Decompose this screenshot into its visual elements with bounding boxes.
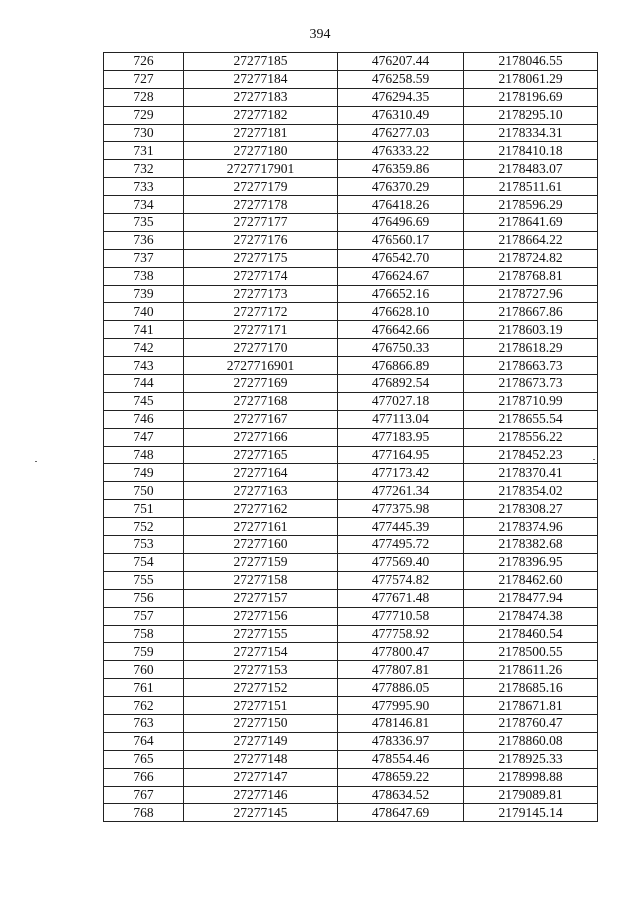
- x-coordinate-cell: 478336.97: [338, 732, 464, 750]
- table-row: [104, 410, 598, 428]
- y-coordinate-cell: 2178603.19: [464, 321, 598, 339]
- y-coordinate-cell: 2178308.27: [464, 500, 598, 518]
- y-coordinate-cell: 2178673.73: [464, 375, 598, 393]
- point-number-cell: 759: [104, 643, 184, 661]
- point-number-cell: 753: [104, 536, 184, 554]
- table-row: [104, 571, 598, 589]
- x-coordinate-cell: 477261.34: [338, 482, 464, 500]
- point-id-cell: 27277167: [184, 410, 338, 428]
- table-row: [104, 697, 598, 715]
- y-coordinate-cell: 2178925.33: [464, 750, 598, 768]
- table-row: [104, 357, 598, 375]
- x-coordinate-cell: 476642.66: [338, 321, 464, 339]
- y-coordinate-cell: 2178596.29: [464, 196, 598, 214]
- y-coordinate-cell: 2179089.81: [464, 786, 598, 804]
- point-number-cell: 731: [104, 142, 184, 160]
- x-coordinate-cell: 478146.81: [338, 714, 464, 732]
- point-number-cell: 732: [104, 160, 184, 178]
- x-coordinate-cell: 477375.98: [338, 500, 464, 518]
- table-row: [104, 303, 598, 321]
- point-number-cell: 768: [104, 804, 184, 822]
- x-coordinate-cell: 476892.54: [338, 375, 464, 393]
- y-coordinate-cell: 2178474.38: [464, 607, 598, 625]
- point-number-cell: 736: [104, 231, 184, 249]
- point-number-cell: 752: [104, 518, 184, 536]
- y-coordinate-cell: 2178710.99: [464, 392, 598, 410]
- coordinates-table: [103, 52, 598, 822]
- y-coordinate-cell: 2178452.23: [464, 446, 598, 464]
- table-row: [104, 88, 598, 106]
- y-coordinate-cell: 2178727.96: [464, 285, 598, 303]
- table-row: [104, 321, 598, 339]
- x-coordinate-cell: 477027.18: [338, 392, 464, 410]
- point-id-cell: 27277171: [184, 321, 338, 339]
- point-number-cell: 738: [104, 267, 184, 285]
- table-row: [104, 589, 598, 607]
- table-row: [104, 518, 598, 536]
- y-coordinate-cell: 2178663.73: [464, 357, 598, 375]
- point-id-cell: 2727716901: [184, 357, 338, 375]
- y-coordinate-cell: 2178061.29: [464, 70, 598, 88]
- y-coordinate-cell: 2178664.22: [464, 231, 598, 249]
- x-coordinate-cell: 478634.52: [338, 786, 464, 804]
- table-row: [104, 500, 598, 518]
- y-coordinate-cell: 2178556.22: [464, 428, 598, 446]
- y-coordinate-cell: 2178511.61: [464, 178, 598, 196]
- x-coordinate-cell: 477758.92: [338, 625, 464, 643]
- x-coordinate-cell: 476560.17: [338, 231, 464, 249]
- table-row: [104, 428, 598, 446]
- point-number-cell: 765: [104, 750, 184, 768]
- point-id-cell: 27277152: [184, 679, 338, 697]
- table-row: [104, 607, 598, 625]
- table-row: [104, 285, 598, 303]
- point-number-cell: 755: [104, 571, 184, 589]
- table-row: [104, 249, 598, 267]
- y-coordinate-cell: 2178671.81: [464, 697, 598, 715]
- x-coordinate-cell: 477183.95: [338, 428, 464, 446]
- point-number-cell: 749: [104, 464, 184, 482]
- point-id-cell: 27277178: [184, 196, 338, 214]
- point-id-cell: 27277182: [184, 106, 338, 124]
- point-id-cell: 27277168: [184, 392, 338, 410]
- point-number-cell: 737: [104, 249, 184, 267]
- point-id-cell: 27277157: [184, 589, 338, 607]
- table-row: [104, 464, 598, 482]
- y-coordinate-cell: 2178768.81: [464, 267, 598, 285]
- x-coordinate-cell: 478554.46: [338, 750, 464, 768]
- table-row: [104, 625, 598, 643]
- point-id-cell: 27277149: [184, 732, 338, 750]
- point-id-cell: 27277147: [184, 768, 338, 786]
- x-coordinate-cell: 477574.82: [338, 571, 464, 589]
- y-coordinate-cell: 2178370.41: [464, 464, 598, 482]
- x-coordinate-cell: 476652.16: [338, 285, 464, 303]
- point-number-cell: 754: [104, 553, 184, 571]
- point-number-cell: 742: [104, 339, 184, 357]
- y-coordinate-cell: 2178667.86: [464, 303, 598, 321]
- y-coordinate-cell: 2178483.07: [464, 160, 598, 178]
- x-coordinate-cell: 477800.47: [338, 643, 464, 661]
- table-row: [104, 375, 598, 393]
- point-id-cell: 27277151: [184, 697, 338, 715]
- point-number-cell: 750: [104, 482, 184, 500]
- y-coordinate-cell: 2178460.54: [464, 625, 598, 643]
- point-id-cell: 27277160: [184, 536, 338, 554]
- y-coordinate-cell: 2178998.88: [464, 768, 598, 786]
- y-coordinate-cell: 2178860.08: [464, 732, 598, 750]
- table-row: [104, 70, 598, 88]
- point-id-cell: 27277169: [184, 375, 338, 393]
- table-row: [104, 231, 598, 249]
- y-coordinate-cell: 2178334.31: [464, 124, 598, 142]
- x-coordinate-cell: 476333.22: [338, 142, 464, 160]
- x-coordinate-cell: 476496.69: [338, 214, 464, 232]
- y-coordinate-cell: 2178354.02: [464, 482, 598, 500]
- scan-speck: [593, 459, 595, 460]
- table-row: [104, 106, 598, 124]
- table-row: [104, 392, 598, 410]
- point-id-cell: 27277177: [184, 214, 338, 232]
- x-coordinate-cell: 476277.03: [338, 124, 464, 142]
- table-row: [104, 214, 598, 232]
- x-coordinate-cell: 478659.22: [338, 768, 464, 786]
- x-coordinate-cell: 476370.29: [338, 178, 464, 196]
- x-coordinate-cell: 476258.59: [338, 70, 464, 88]
- point-number-cell: 763: [104, 714, 184, 732]
- point-number-cell: 740: [104, 303, 184, 321]
- point-id-cell: 27277156: [184, 607, 338, 625]
- point-id-cell: 27277176: [184, 231, 338, 249]
- x-coordinate-cell: 476310.49: [338, 106, 464, 124]
- y-coordinate-cell: 2178374.96: [464, 518, 598, 536]
- point-number-cell: 756: [104, 589, 184, 607]
- y-coordinate-cell: 2178477.94: [464, 589, 598, 607]
- y-coordinate-cell: 2178462.60: [464, 571, 598, 589]
- point-number-cell: 751: [104, 500, 184, 518]
- x-coordinate-cell: 476750.33: [338, 339, 464, 357]
- point-id-cell: 27277179: [184, 178, 338, 196]
- point-id-cell: 27277175: [184, 249, 338, 267]
- table-row: [104, 536, 598, 554]
- point-id-cell: 27277165: [184, 446, 338, 464]
- table-row: [104, 53, 598, 71]
- table-row: [104, 482, 598, 500]
- point-number-cell: 733: [104, 178, 184, 196]
- point-number-cell: 764: [104, 732, 184, 750]
- y-coordinate-cell: 2178410.18: [464, 142, 598, 160]
- point-id-cell: 27277170: [184, 339, 338, 357]
- table-row: [104, 178, 598, 196]
- point-number-cell: 761: [104, 679, 184, 697]
- table-row: [104, 643, 598, 661]
- table-row: [104, 339, 598, 357]
- point-number-cell: 757: [104, 607, 184, 625]
- x-coordinate-cell: 477671.48: [338, 589, 464, 607]
- point-number-cell: 747: [104, 428, 184, 446]
- coordinates-table-body: [104, 53, 598, 822]
- point-id-cell: 27277173: [184, 285, 338, 303]
- point-id-cell: 27277161: [184, 518, 338, 536]
- table-row: [104, 160, 598, 178]
- y-coordinate-cell: 2178046.55: [464, 53, 598, 71]
- x-coordinate-cell: 476294.35: [338, 88, 464, 106]
- y-coordinate-cell: 2178382.68: [464, 536, 598, 554]
- point-id-cell: 27277180: [184, 142, 338, 160]
- point-number-cell: 758: [104, 625, 184, 643]
- point-number-cell: 739: [104, 285, 184, 303]
- point-id-cell: 27277158: [184, 571, 338, 589]
- point-number-cell: 766: [104, 768, 184, 786]
- y-coordinate-cell: 2179145.14: [464, 804, 598, 822]
- table-row: [104, 124, 598, 142]
- y-coordinate-cell: 2178295.10: [464, 106, 598, 124]
- point-id-cell: 27277183: [184, 88, 338, 106]
- point-number-cell: 767: [104, 786, 184, 804]
- point-number-cell: 729: [104, 106, 184, 124]
- scan-speck: [35, 461, 37, 462]
- y-coordinate-cell: 2178196.69: [464, 88, 598, 106]
- y-coordinate-cell: 2178618.29: [464, 339, 598, 357]
- table-row: [104, 732, 598, 750]
- y-coordinate-cell: 2178655.54: [464, 410, 598, 428]
- point-number-cell: 760: [104, 661, 184, 679]
- point-id-cell: 27277148: [184, 750, 338, 768]
- point-id-cell: 27277163: [184, 482, 338, 500]
- point-id-cell: 27277174: [184, 267, 338, 285]
- point-number-cell: 727: [104, 70, 184, 88]
- point-id-cell: 27277146: [184, 786, 338, 804]
- table-row: [104, 142, 598, 160]
- point-number-cell: 746: [104, 410, 184, 428]
- x-coordinate-cell: 477886.05: [338, 679, 464, 697]
- point-id-cell: 2727717901: [184, 160, 338, 178]
- table-row: [104, 714, 598, 732]
- point-number-cell: 743: [104, 357, 184, 375]
- x-coordinate-cell: 477807.81: [338, 661, 464, 679]
- table-row: [104, 750, 598, 768]
- y-coordinate-cell: 2178685.16: [464, 679, 598, 697]
- point-id-cell: 27277159: [184, 553, 338, 571]
- point-number-cell: 745: [104, 392, 184, 410]
- x-coordinate-cell: 476418.26: [338, 196, 464, 214]
- point-number-cell: 730: [104, 124, 184, 142]
- x-coordinate-cell: 477164.95: [338, 446, 464, 464]
- point-number-cell: 741: [104, 321, 184, 339]
- point-id-cell: 27277164: [184, 464, 338, 482]
- point-id-cell: 27277172: [184, 303, 338, 321]
- point-number-cell: 726: [104, 53, 184, 71]
- point-number-cell: 728: [104, 88, 184, 106]
- y-coordinate-cell: 2178500.55: [464, 643, 598, 661]
- x-coordinate-cell: 476628.10: [338, 303, 464, 321]
- x-coordinate-cell: 477495.72: [338, 536, 464, 554]
- point-id-cell: 27277145: [184, 804, 338, 822]
- point-id-cell: 27277166: [184, 428, 338, 446]
- table-row: [104, 679, 598, 697]
- x-coordinate-cell: 476624.67: [338, 267, 464, 285]
- x-coordinate-cell: 476359.86: [338, 160, 464, 178]
- x-coordinate-cell: 476866.89: [338, 357, 464, 375]
- page-number: 394: [309, 27, 331, 42]
- x-coordinate-cell: 477113.04: [338, 410, 464, 428]
- x-coordinate-cell: 477995.90: [338, 697, 464, 715]
- point-id-cell: 27277154: [184, 643, 338, 661]
- table-row: [104, 804, 598, 822]
- x-coordinate-cell: 478647.69: [338, 804, 464, 822]
- x-coordinate-cell: 477710.58: [338, 607, 464, 625]
- point-id-cell: 27277155: [184, 625, 338, 643]
- y-coordinate-cell: 2178396.95: [464, 553, 598, 571]
- y-coordinate-cell: 2178724.82: [464, 249, 598, 267]
- point-id-cell: 27277181: [184, 124, 338, 142]
- x-coordinate-cell: 476542.70: [338, 249, 464, 267]
- table-row: [104, 768, 598, 786]
- table-row: [104, 196, 598, 214]
- x-coordinate-cell: 477173.42: [338, 464, 464, 482]
- x-coordinate-cell: 476207.44: [338, 53, 464, 71]
- point-id-cell: 27277153: [184, 661, 338, 679]
- table-row: [104, 786, 598, 804]
- table-row: [104, 661, 598, 679]
- table-row: [104, 553, 598, 571]
- point-number-cell: 762: [104, 697, 184, 715]
- x-coordinate-cell: 477445.39: [338, 518, 464, 536]
- table-row: [104, 446, 598, 464]
- point-number-cell: 734: [104, 196, 184, 214]
- point-id-cell: 27277185: [184, 53, 338, 71]
- point-id-cell: 27277150: [184, 714, 338, 732]
- point-id-cell: 27277184: [184, 70, 338, 88]
- point-number-cell: 748: [104, 446, 184, 464]
- x-coordinate-cell: 477569.40: [338, 553, 464, 571]
- y-coordinate-cell: 2178641.69: [464, 214, 598, 232]
- table-row: [104, 267, 598, 285]
- y-coordinate-cell: 2178611.26: [464, 661, 598, 679]
- point-number-cell: 744: [104, 375, 184, 393]
- y-coordinate-cell: 2178760.47: [464, 714, 598, 732]
- point-number-cell: 735: [104, 214, 184, 232]
- point-id-cell: 27277162: [184, 500, 338, 518]
